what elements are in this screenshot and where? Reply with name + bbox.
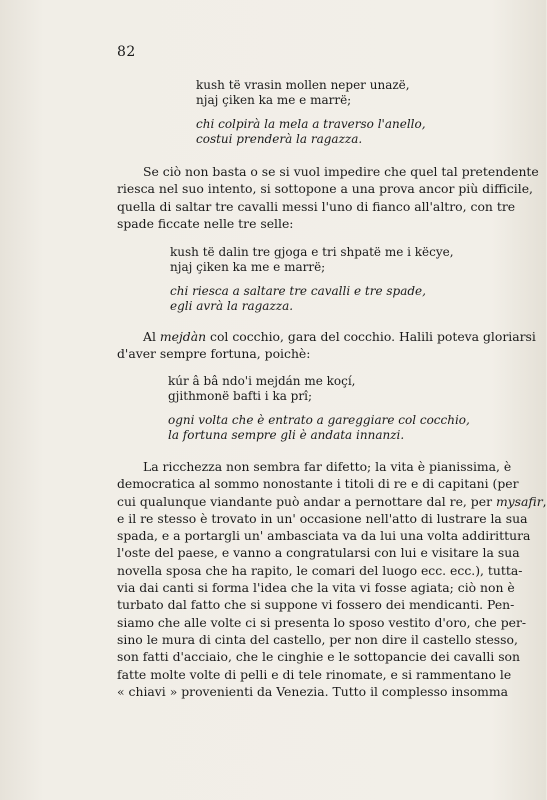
verse-translation-1 [196,117,426,147]
text-line [117,493,547,510]
text-line: siamo che alle volte ci si presenta lo sposo vestito d'oro, che per- [117,614,527,630]
page-number: 82 [117,44,136,60]
text-line [117,328,536,345]
text-line: fatte molte volte di pelli e di tele rinomate, e si rammentano le [117,666,512,682]
verse-line: kush të dalin tre gjoga e tri shpatë me i këcye, [170,245,454,259]
verse-translation-line: la fortuna sempre gli è andata innanzi. [168,428,405,442]
paragraph-1 [117,163,539,232]
verse-translation-line: chi riesca a saltare tre cavalli e tre spade, [170,284,426,298]
text-line: « chiavi » provenienti da Venezia. Tutto il complesso insomma [117,683,509,699]
verse-line: kúr â bâ ndo'i mejdán me koçí, [168,374,356,388]
italic-term: mysafir [495,493,543,509]
verse-line: njaj çiken ka me e marrë; [196,93,352,107]
text-line: quella di saltar tre cavalli messi l'uno di fianco all'altro, con tre [117,198,516,214]
text-line: sino le mura di cinta del castello, per non dire il castello stesso, [117,631,518,647]
text-fragment: Al [143,329,160,344]
verse-block-1 [196,78,410,108]
text-line: riesca nel suo intento, si sottopone a una prova ancor più difficile, [117,181,533,197]
verse-line: gjithmonë bafti i ka prî; [168,389,312,403]
paragraph-2 [117,328,536,363]
text-line: Se ciò non basta o se si vuol impedire che quel tal pretendente [143,164,539,179]
text-line: e il re stesso è trovato in un' occasione nell'atto di lustrare la sua [117,510,528,526]
text-fragment: col cocchio, gara del cocchio. Halili poteva gloriarsi [206,329,536,344]
verse-line: kush të vrasin mollen neper unazë, [196,78,410,92]
text-line: spade ficcate nelle tre selle: [117,215,294,231]
text-line: novella sposa che ha rapito, le comari del luogo ecc. ecc.), tutta- [117,562,523,578]
text-line: La ricchezza non sembra far difetto; la vita è pianissima, è [143,459,512,474]
text-line: via dai canti si forma l'idea che la vita vi fosse agiata; ciò non è [117,580,515,596]
verse-translation-line: ogni volta che è entrato a gareggiare col cocchio, [168,413,470,427]
text-fragment: cui qualunque viandante può andar a pernottare dal re, per [117,493,496,509]
text-line: turbato dal fatto che si suppone vi fossero dei mendicanti. Pen- [117,597,515,613]
paragraph-3 [117,458,547,700]
verse-translation-line: costui prenderà la ragazza. [196,132,363,146]
italic-term: mejdàn [159,329,207,344]
text-line: l'oste del paese, e vanno a congratularsi con lui e visitare la sua [117,545,520,561]
verse-translation-3 [168,413,470,443]
verse-block-3 [168,374,356,404]
text-line: d'aver sempre fortuna, poichè: [117,346,311,362]
text-fragment: , [542,493,547,509]
text-line: son fatti d'acciaio, che le cinghie e le sottopancie dei cavalli son [117,649,520,665]
verse-line: njaj çiken ka me e marrë; [170,260,326,274]
verse-translation-line: chi colpirà la mela a traverso l'anello, [196,117,426,131]
verse-translation-2 [170,284,426,314]
text-line: democratica al sommo nonostante i titoli di re e di capitani (per [117,476,519,492]
verse-block-2 [170,245,454,275]
verse-translation-line: egli avrà la ragazza. [170,299,294,313]
text-line: spada, e a portargli un' ambasciata va da lui una volta addirittura [117,528,531,544]
